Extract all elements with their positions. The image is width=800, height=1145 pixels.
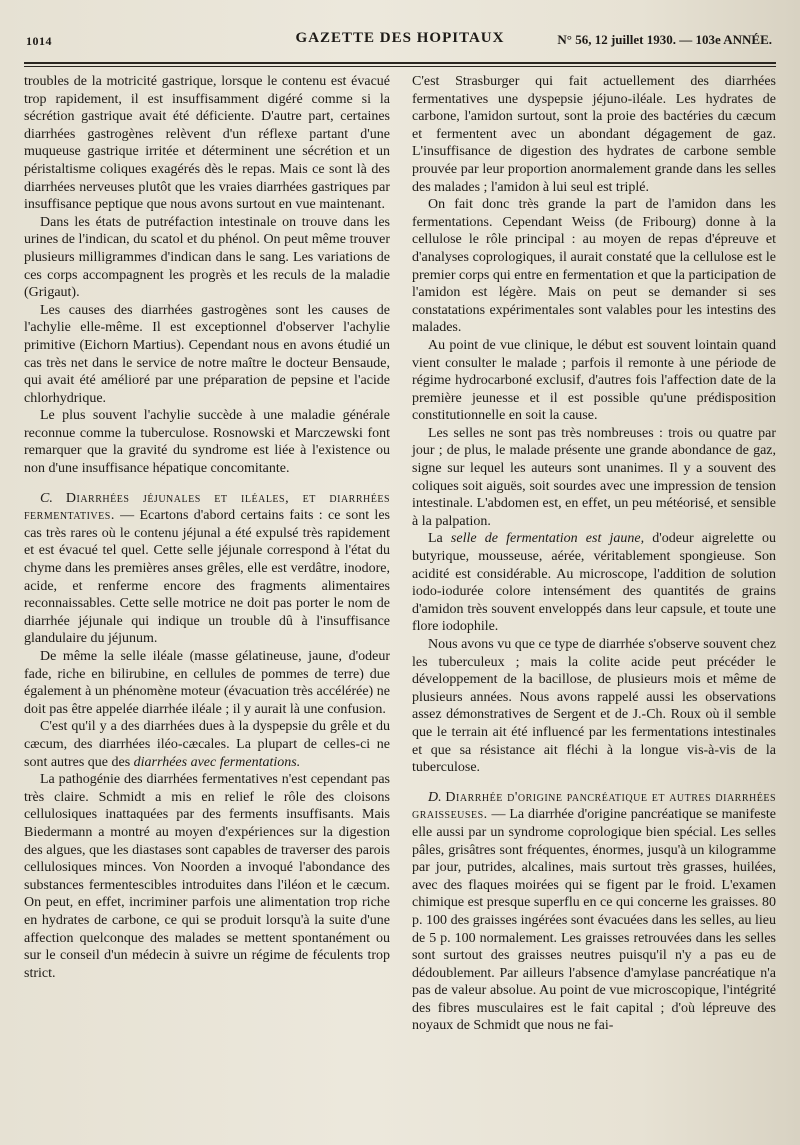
paragraph-text: La	[428, 531, 451, 547]
issue-info: N° 56, 12 juillet 1930. — 103e ANNÉE.	[557, 32, 772, 47]
paragraph: troubles de la motricité gastrique, lorsque le contenu est évacué trop rapidement, il est insuffisamment digéré comme si la sécrétion gastrique avait été déficiente. D'autre part, certaines diarrhées gastrogènes relèvent d'un réflexe partant d'une muqueuse gastrique irritée et déterminent une sécrétion et un péristaltisme coliques exagérés dès le repas. Mais ce sont là des diarrhées nerveuses plutôt que les vraies diarrhées gastriques par insuffisance peptique que nous avons surtout en vue maintenant.	[24, 74, 390, 213]
header-rule	[24, 62, 776, 64]
page-number: 1014	[26, 34, 52, 48]
right-column	[412, 73, 776, 1035]
paragraph: On fait donc très grande la part de l'amidon dans les fermentations. Cependant Weiss (de Fribourg) donne à la cellulose le rôle principal : au moyen de repas d'épreuve et d'analyses coprologiques, il aurait constaté que la cellulose est le premier corps qui entre en fermentation et que la participation de l'amidon est légère. Mais on peut se demander si ses constatations expérimentales sont valables pour les intestins des malades.	[412, 197, 776, 336]
paragraph: Les causes des diarrhées gastrogènes sont les causes de l'achylie elle-même. Il est exceptionnel d'observer l'achylie primitive (Eichorn Martius). Cependant nous en avons étudié un cas très net dans le service de notre maître le docteur Bensaude, qui avait été amélioré par une préparation de pepsine et l'acide chlorhydrique.	[24, 302, 390, 406]
section-text: — La diarrhée d'origine pancréatique se manifeste elle aussi par un syndrome coprologique bien spécial. Les selles pâles, grisâtres sont fréquentes, énormes, jusqu'à un kilogramme par jour, putrides, alcalines, mais surtout très grasses, huilées, avec des flaques moirées qui se figent par le froid. L'examen chimique est presque superflu en ce qui concerne les graisses. 80 p. 100 des graisses ingérées sont évacuées dans les selles, au lieu de 5 p. 100 normalement. Les graisses retrouvées dans les selles sont surtout des graisses neutres puisqu'il n'y a pas eu de dédoublement. Par ailleurs l'absence d'amylase pancréatique n'a pas de valeur absolue. Au point de vue microscopique, l'intégrité des fibres musculaires est le fait capital ; d'où lépreuve des noyaux de Schmidt que nous ne fai-	[412, 807, 776, 1034]
left-column	[24, 73, 390, 1035]
paragraph: C'est Strasburger qui fait actuellement des diarrhées fermentatives une dyspepsie jéjuno-iléale. Les hydrates de carbone, l'amidon surtout, sont la proie des bactéries du cæcum et fermentent avec un abondant dégagement de gaz. L'insuffisance de digestion des hydrates de carbone semble prouvée par leur proportion anormalement grande dans les selles des malades ; l'amidon à lui seul est triplé.	[412, 74, 776, 195]
italic-phrase: selle de fermentation est jaune,	[450, 531, 645, 547]
paragraph-text: d'odeur aigrelette ou butyrique, mousseuse, aérée, véritablement spongieuse. Son acidité est considérable. Au microscope, l'addition de solution iodo-iodurée colore intensément des quantités de grains d'amidon très souvent enveloppés dans leur capsule, et toute une flore iodophile.	[412, 531, 776, 635]
section-c	[24, 490, 390, 648]
paragraph: Les selles ne sont pas très nombreuses : trois ou quatre par jour ; de plus, le malade présente une grande abondance de gaz, signe sur lequel les auteurs sont unanimes. Il y a souvent des coliques soit aiguës, soit sourdes avec une impression de tension intestinale. L'abdomen est, en effet, un peu météorisé, et sensible à la palpation.	[412, 425, 776, 529]
paragraph: Le plus souvent l'achylie succède à une maladie générale reconnue comme la tuberculose. Rosnowski et Marczewski font remarquer que la gravité du syndrome est liée à l'existence ou non d'une insuffisance hépatique concomitante.	[24, 408, 390, 477]
paragraph	[412, 530, 776, 636]
section-heading: Diarrhée d'origine pancréatique et autres diarrhées graisseuses.	[412, 789, 777, 823]
page-header	[24, 30, 776, 52]
section-text: — Ecartons d'abord certains faits : ce sont les cas très rares où le contenu jéjunal a été expulsé très rapidement et est évacué tel quel. Cette selle jéjunale correspond à l'état du chyme dans les premières anses grêles, elle est verdâtre, inodore, acide, et renferme encore des fragments alimentaires reconnaissables. Cette selle motrice ne doit pas porter le nom de diarrhée jéjunale qui indique un trouble dû à l'insuffisance glandulaire du jéjunum.	[24, 508, 390, 647]
paragraph: De même la selle iléale (masse gélatineuse, jaune, d'odeur fade, riche en bilirubine, en cellules de pommes de terre) due également à un phénomène moteur (évacuation très accélérée) ne doit pas être appelée diarrhée iléale ; il y aurait là une confusion.	[24, 649, 390, 717]
section-d	[412, 789, 776, 1035]
paragraph: Au point de vue clinique, le début est souvent lointain quand vient consulter le malade ; parfois il remonte à une période de régime hydrocarboné exclusif, d'autres fois l'affection date de la première jeunesse et il est possible qu'une prédisposition constitutionnelle en soit la cause.	[412, 337, 776, 424]
paragraph-text: C'est qu'il y a des diarrhées dues à la dyspepsie du grêle et du cæcum, des diarrhées iléo-cæcales. La plupart de celles-ci ne sont autres que des	[24, 719, 390, 770]
section-letter: D.	[428, 789, 442, 805]
section-letter: C.	[40, 490, 53, 506]
section-heading: Diarrhées jéjunales et iléales, et diarrhées fermentatives.	[24, 490, 391, 524]
paragraph: Dans les états de putréfaction intestinale on trouve dans les urines de l'indican, du scatol et du phénol. On peut même trouver plusieurs milligrammes d'indican dans le sang. Les variations de ces corps accompagnent les progrès et les reculs de la maladie (Grigaut).	[24, 214, 390, 301]
paragraph: La pathogénie des diarrhées fermentatives n'est cependant pas très claire. Schmidt a mis en relief le rôle des cloisons cellulosiques inattaquées par des ferments insuffisants. Mais Biedermann a montré au moyen d'expériences sur la digestion des algues, que les diastases sont capables de traverser des parois cellulosiques minces. Von Noorden a invoqué l'abondance des substances fermentescibles introduites dans l'iléon et le cæcum. On peut, en effet, incriminer parfois une alimentation trop riche en hydrates de carbone, ce qui se produit lorsqu'à la suite d'une affection quelconque des malades se mettent spontanément ou sur le conseil d'un médecin à suivre un régime de féculents trop strict.	[24, 772, 390, 981]
paragraph	[24, 718, 390, 771]
paragraph: Nous avons vu que ce type de diarrhée s'observe souvent chez les tuberculeux ; mais la colite acide peut précéder le développement de la bacillose, de plusieurs mois et même de plusieurs années. Nous avons rappelé aussi les observations assez démonstratives de Sergent et de J.-Ch. Roux où il semble que le terrain ait été influencé par les fermentations intestinales et que sa résistance ait fléchi à la longue vis-à-vis de la tuberculose.	[412, 637, 776, 776]
journal-title: GAZETTE DES HOPITAUX	[295, 30, 505, 46]
italic-phrase: diarrhées avec fermentations.	[133, 754, 301, 770]
header-rule-thin	[24, 66, 776, 67]
two-column-body	[24, 73, 776, 1035]
